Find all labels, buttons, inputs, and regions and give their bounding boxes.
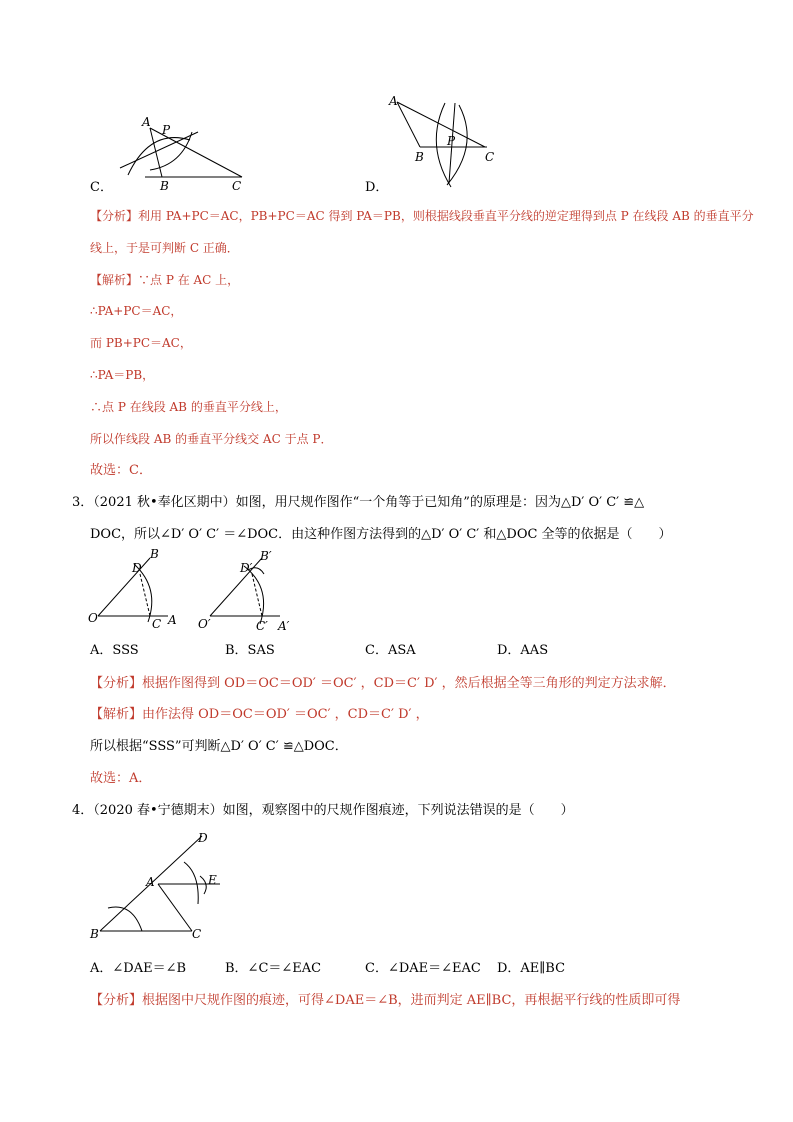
q3-solution: 【解析】由作法得 OD＝OC＝OD′ ＝OC′ ，CD＝C′ D′ ， bbox=[90, 707, 429, 722]
q3-answer: 故选：A． bbox=[90, 771, 152, 786]
fig3b-label-b-prime: B′ bbox=[260, 549, 272, 563]
q3-option-b[interactable]: B．SAS bbox=[225, 643, 275, 658]
fig-d-label-b: B bbox=[415, 150, 424, 164]
q3-figure-constructed-angle bbox=[198, 548, 308, 633]
q2-solution-line-2: ∴PA+PC＝AC， bbox=[90, 304, 183, 318]
q2-analysis-line-2: 线上，于是可判断 C 正确． bbox=[90, 241, 239, 255]
q4-option-b[interactable]: B．∠C＝∠EAC bbox=[225, 961, 322, 976]
q2-solution-line-3: 而 PB+PC＝AC， bbox=[90, 336, 192, 350]
fig3a-label-c: C bbox=[152, 617, 162, 631]
fig3b-label-o-prime: O′ bbox=[198, 617, 211, 631]
q3-stem-line-1: 3．（2021 秋•奉化区期中）如图，用尺规作图作“一个角等于已知角”的原理是：因为△D′ O′ C′ ≌△ bbox=[72, 495, 645, 510]
q4-figure bbox=[88, 828, 228, 943]
q2-solution-line-5: ∴点 P 在线段 AB 的垂直平分线上， bbox=[90, 400, 287, 414]
fig-c-label-a: A bbox=[142, 115, 151, 129]
fig3a-label-d: D bbox=[132, 561, 142, 575]
fig4-label-b: B bbox=[90, 927, 99, 941]
fig3b-label-a-prime: A′ bbox=[278, 619, 290, 633]
fig3a-label-a: A bbox=[168, 613, 177, 627]
fig-c-label-p: P bbox=[162, 123, 171, 137]
fig-c-label-b: B bbox=[160, 179, 169, 193]
q3-stem-line-2: DOC，所以∠D′ O′ C′ ＝∠DOC．由这种作图方法得到的△D′ O′ C′ 和△DOC 全等的依据是（ ） bbox=[90, 527, 672, 542]
fig3a-label-b: B bbox=[150, 547, 159, 561]
q4-option-d[interactable]: D．AE∥BC bbox=[497, 961, 566, 976]
q2-solution-line-1: 【解析】∵点 P 在 AC 上， bbox=[90, 273, 240, 287]
q4-option-c[interactable]: C．∠DAE＝∠EAC bbox=[365, 961, 481, 976]
fig3b-label-c-prime: C′ bbox=[256, 619, 268, 633]
fig3b-label-d-prime: D′ bbox=[240, 561, 253, 575]
q3-option-d[interactable]: D．AAS bbox=[497, 643, 549, 658]
q2-answer: 故选：C． bbox=[90, 463, 152, 478]
figure-option-c bbox=[110, 110, 242, 200]
q3-option-a[interactable]: A．SSS bbox=[90, 643, 139, 658]
option-c-label: C． bbox=[90, 180, 113, 195]
fig-d-label-c: C bbox=[485, 150, 495, 164]
option-d-label: D． bbox=[365, 180, 389, 195]
q4-stem: 4．（2020 春•宁德期末）如图，观察图中的尺规作图痕迹，下列说法错误的是（ ） bbox=[72, 803, 574, 818]
q2-analysis-line-1: 【分析】利用 PA+PC＝AC，PB+PC＝AC 得到 PA＝PB，则根据线段垂直平分线的逆定理得到点 P 在线段 AB 的垂直平分 bbox=[90, 209, 754, 223]
fig-c-label-c: C bbox=[232, 179, 242, 193]
q3-solution-line-2: 所以根据“SSS”可判断△D′ O′ C′ ≌△DOC． bbox=[90, 739, 348, 754]
q4-option-a[interactable]: A．∠DAE＝∠B bbox=[90, 961, 187, 976]
q3-analysis: 【分析】根据作图得到 OD＝OC＝OD′ ＝OC′ ，CD＝C′ D′ ，然后根据全等三角形的判定方法求解． bbox=[90, 676, 676, 691]
q3-figure-original-angle bbox=[88, 548, 188, 633]
fig3a-label-o: O bbox=[88, 611, 98, 625]
fig4-label-c: C bbox=[192, 927, 202, 941]
q2-solution-line-4: ∴PA＝PB， bbox=[90, 368, 155, 382]
q3-option-c[interactable]: C．ASA bbox=[365, 643, 416, 658]
q2-solution-line-6: 所以作线段 AB 的垂直平分线交 AC 于点 P． bbox=[90, 432, 333, 446]
fig4-label-e: E bbox=[208, 873, 217, 887]
fig-d-label-a: A bbox=[389, 94, 398, 108]
fig4-label-a: A bbox=[146, 875, 155, 889]
fig-d-label-p: P bbox=[447, 134, 456, 148]
fig4-label-d: D bbox=[198, 831, 208, 845]
figure-option-d bbox=[385, 95, 495, 190]
q4-analysis: 【分析】根据图中尺规作图的痕迹，可得∠DAE＝∠B，进而判定 AE∥BC，再根据平行线的性质即可得 bbox=[90, 993, 681, 1008]
